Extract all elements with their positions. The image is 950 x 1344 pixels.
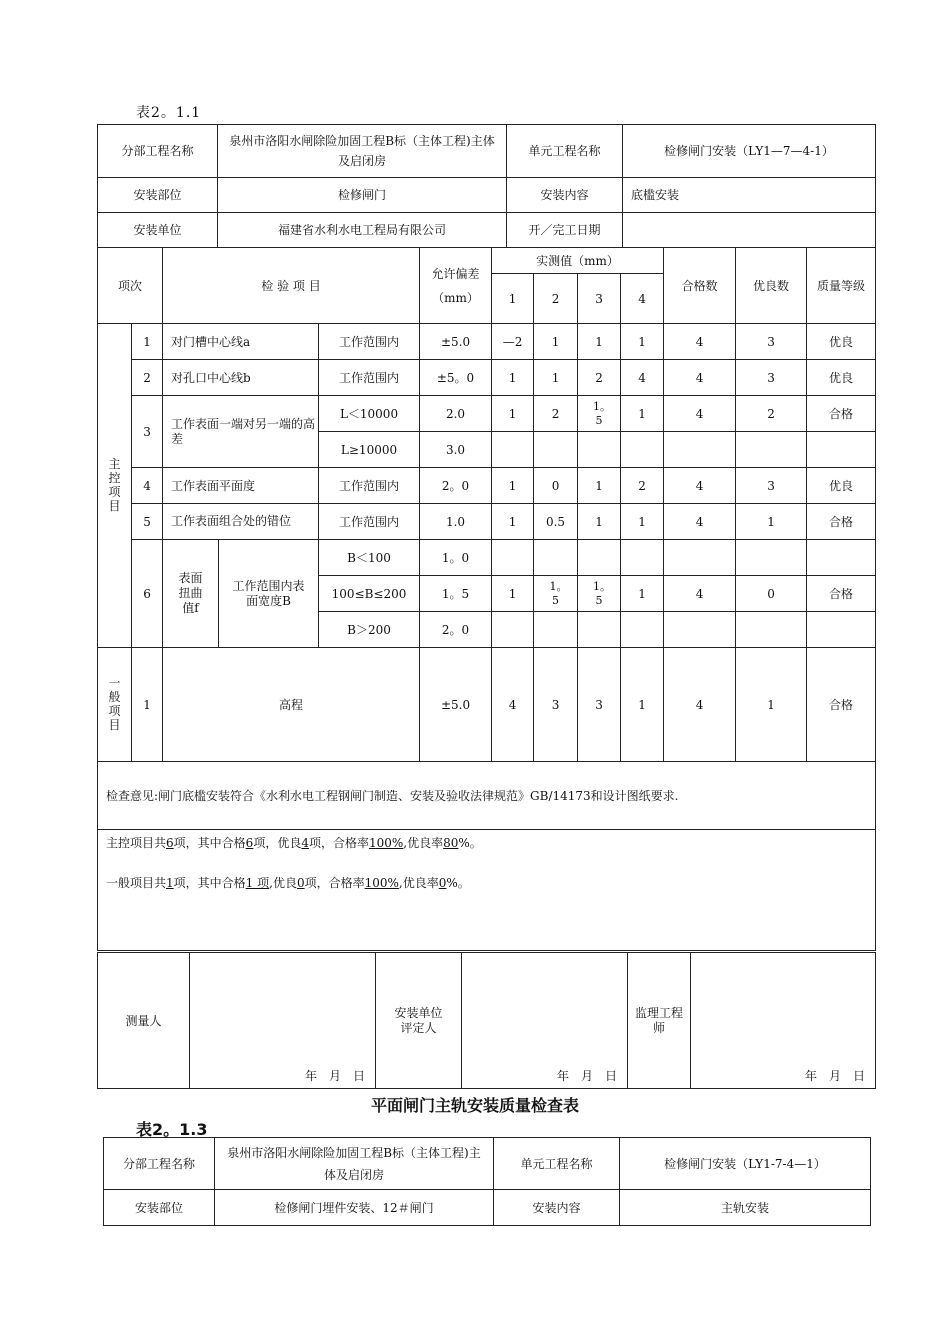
row-v1: —2 <box>492 324 534 360</box>
main-group-label: 主控项目 <box>108 457 121 513</box>
row-item: 对门槽中心线a <box>163 324 319 360</box>
row-exc: 2 <box>736 396 807 432</box>
row-pass: 4 <box>664 360 736 396</box>
row-v2: 2 <box>534 396 578 432</box>
row-pass: 4 <box>664 648 736 762</box>
unit-label: 单元工程名称 <box>507 125 623 178</box>
table1-caption: 表2。1.1 <box>136 105 202 121</box>
surveyor-date: 年 月 日 <box>304 1069 365 1083</box>
t2-content-label: 安装内容 <box>494 1190 620 1226</box>
table-row: 4 <box>132 468 163 504</box>
row-v1: 1 <box>492 504 534 540</box>
stats-cell <box>98 830 876 951</box>
company-label: 安装单位 <box>98 213 218 248</box>
row-v3-text: 1。5 <box>593 579 612 607</box>
supervisor-date: 年 月 日 <box>804 1069 865 1083</box>
table2-caption: 表2。1.3 <box>136 1120 208 1139</box>
t2-unit-value: 检修闸门安装（LY1-7-4—1） <box>620 1138 871 1190</box>
row-v2: 0.5 <box>534 504 578 540</box>
col-measured: 实测值（mm） <box>492 248 664 274</box>
row-grade: 优良 <box>807 468 876 504</box>
row-grade: 合格 <box>807 648 876 762</box>
signature-table <box>97 952 876 1089</box>
row-pass: 4 <box>664 504 736 540</box>
row-v3: 1 <box>578 324 621 360</box>
row-tol: 2。0 <box>420 468 492 504</box>
row-item: 高程 <box>163 648 420 762</box>
row-v3 <box>578 396 621 432</box>
col-m2: 2 <box>534 274 578 324</box>
row-exc: 0 <box>736 576 807 612</box>
row-item-cell <box>163 540 219 648</box>
col-seq: 项次 <box>98 248 163 324</box>
row-v2: 1 <box>534 324 578 360</box>
row-v4: 1 <box>621 648 664 762</box>
project-value: 泉州市洛阳水闸除险加固工程B标（主体工程)主体及启闭房 <box>218 125 507 178</box>
col-m3: 3 <box>578 274 621 324</box>
row-cond: 100≤B≤200 <box>319 576 420 612</box>
installer-sign <box>462 953 628 1089</box>
row-cond: 工作范围内 <box>319 468 420 504</box>
row-exc: 3 <box>736 468 807 504</box>
row-v2-text: 1。5 <box>549 579 568 607</box>
col-pass: 合格数 <box>664 248 736 324</box>
row-v3: 2 <box>578 360 621 396</box>
row-tol: 1。5 <box>420 576 492 612</box>
row-v2: 3 <box>534 648 578 762</box>
supervisor-label: 监理工程师 <box>628 953 691 1089</box>
row-tol: 2.0 <box>420 396 492 432</box>
row-cond: L≥10000 <box>319 432 420 468</box>
col-m4: 4 <box>621 274 664 324</box>
table2-title: 平面闸门主轨安装质量检查表 <box>370 1096 579 1115</box>
row-v4: 1 <box>621 324 664 360</box>
row-pass: 4 <box>664 324 736 360</box>
main-stats: 主控项目共6项，其中合格6项，优良4项，合格率100%,优良率80%。 <box>106 836 482 850</box>
row-tol: 3.0 <box>420 432 492 468</box>
inspection-table <box>97 247 876 951</box>
row-tol: ±5.0 <box>420 648 492 762</box>
row-pass: 4 <box>664 468 736 504</box>
row-v4: 2 <box>621 468 664 504</box>
t2-content-value: 主轨安装 <box>620 1190 871 1226</box>
row-v4: 1 <box>621 396 664 432</box>
t2-project-value: 泉州市洛阳水闸除险加固工程B标（主体工程)主体及启闭房 <box>215 1138 494 1190</box>
table1-header <box>97 124 876 248</box>
t2-location-label: 安装部位 <box>104 1190 215 1226</box>
col-m1: 1 <box>492 274 534 324</box>
surveyor-label: 测量人 <box>98 953 190 1089</box>
row-v3: 1 <box>578 504 621 540</box>
row-tol: 2。0 <box>420 612 492 648</box>
row-v1: 1 <box>492 576 534 612</box>
row-grade: 合格 <box>807 504 876 540</box>
row-tol: ±5.0 <box>420 324 492 360</box>
row-v2 <box>534 576 578 612</box>
row-cond: L＜10000 <box>319 396 420 432</box>
table2-header <box>103 1137 871 1226</box>
main-group-cell <box>98 324 132 648</box>
table-row: 1 <box>132 324 163 360</box>
content-label: 安装内容 <box>507 178 623 213</box>
row-exc: 3 <box>736 360 807 396</box>
row-v3: 3 <box>578 648 621 762</box>
company-value: 福建省水利水电工程局有限公司 <box>218 213 507 248</box>
row-item: 工作表面组合处的错位 <box>163 504 319 540</box>
inspection-opinion: 检查意见:闸门底槛安装符合《水利水电工程钢闸门制造、安装及验收法律规范》GB/14173和设计图纸要求. <box>98 762 876 830</box>
row-tol: ±5。0 <box>420 360 492 396</box>
location-value: 检修闸门 <box>218 178 507 213</box>
table-row: 1 <box>132 648 163 762</box>
row-item: 对孔口中心线b <box>163 360 319 396</box>
row-item: 工作表面一端对另一端的高差 <box>163 396 319 468</box>
row-v4: 1 <box>621 504 664 540</box>
row-v1: 4 <box>492 648 534 762</box>
row-v4: 1 <box>621 576 664 612</box>
row-grade: 合格 <box>807 396 876 432</box>
row-cond: 工作范围内 <box>319 504 420 540</box>
row-v1: 1 <box>492 360 534 396</box>
col-grade: 质量等级 <box>807 248 876 324</box>
row-v2: 1 <box>534 360 578 396</box>
col-excellent: 优良数 <box>736 248 807 324</box>
row-tol: 1.0 <box>420 504 492 540</box>
row-pass: 4 <box>664 396 736 432</box>
general-stats: 一般项目共1项，其中合格1 项,优良0项，合格率100%,优良率0%。 <box>106 876 470 890</box>
row-cond: B＞200 <box>319 612 420 648</box>
row-cond: 工作范围内 <box>319 324 420 360</box>
content-value: 底槛安装 <box>623 178 876 213</box>
col-tolerance: 允许偏差（mm） <box>420 248 492 324</box>
installer-date: 年 月 日 <box>556 1069 617 1083</box>
row-exc: 1 <box>736 504 807 540</box>
row-v2: 0 <box>534 468 578 504</box>
general-group-label: 一般项目 <box>108 676 121 732</box>
row-tol: 1。0 <box>420 540 492 576</box>
supervisor-sign <box>691 953 876 1089</box>
t2-unit-label: 单元工程名称 <box>494 1138 620 1190</box>
table-row: 6 <box>132 540 163 648</box>
row-subitem: 工作范围内表面宽度B <box>219 540 319 648</box>
row-grade: 合格 <box>807 576 876 612</box>
row-grade: 优良 <box>807 324 876 360</box>
row-v3 <box>578 576 621 612</box>
row-v1: 1 <box>492 468 534 504</box>
surveyor-sign <box>190 953 376 1089</box>
t2-location-value: 检修闸门埋件安装、12＃闸门 <box>215 1190 494 1226</box>
row-v3-text: 1。5 <box>593 399 612 427</box>
row-exc: 1 <box>736 648 807 762</box>
row-item: 工作表面平面度 <box>163 468 319 504</box>
location-label: 安装部位 <box>98 178 218 213</box>
row-exc: 3 <box>736 324 807 360</box>
row-v4: 4 <box>621 360 664 396</box>
table-row: 3 <box>132 396 163 468</box>
table-row: 5 <box>132 504 163 540</box>
project-label: 分部工程名称 <box>98 125 218 178</box>
row-v3: 1 <box>578 468 621 504</box>
installer-label: 安装单位评定人 <box>376 953 462 1089</box>
row-cond: 工作范围内 <box>319 360 420 396</box>
unit-value: 检修闸门安装（LY1—7—4-1） <box>623 125 876 178</box>
row-v1: 1 <box>492 396 534 432</box>
row-grade: 优良 <box>807 360 876 396</box>
t2-project-label: 分部工程名称 <box>104 1138 215 1190</box>
row-item: 表面扭曲值f <box>178 571 203 615</box>
general-group-cell <box>98 648 132 762</box>
row-pass: 4 <box>664 576 736 612</box>
col-item: 检 验 项 目 <box>163 248 420 324</box>
date-value <box>623 213 876 248</box>
row-cond: B＜100 <box>319 540 420 576</box>
date-label: 开／完工日期 <box>507 213 623 248</box>
table-row: 2 <box>132 360 163 396</box>
